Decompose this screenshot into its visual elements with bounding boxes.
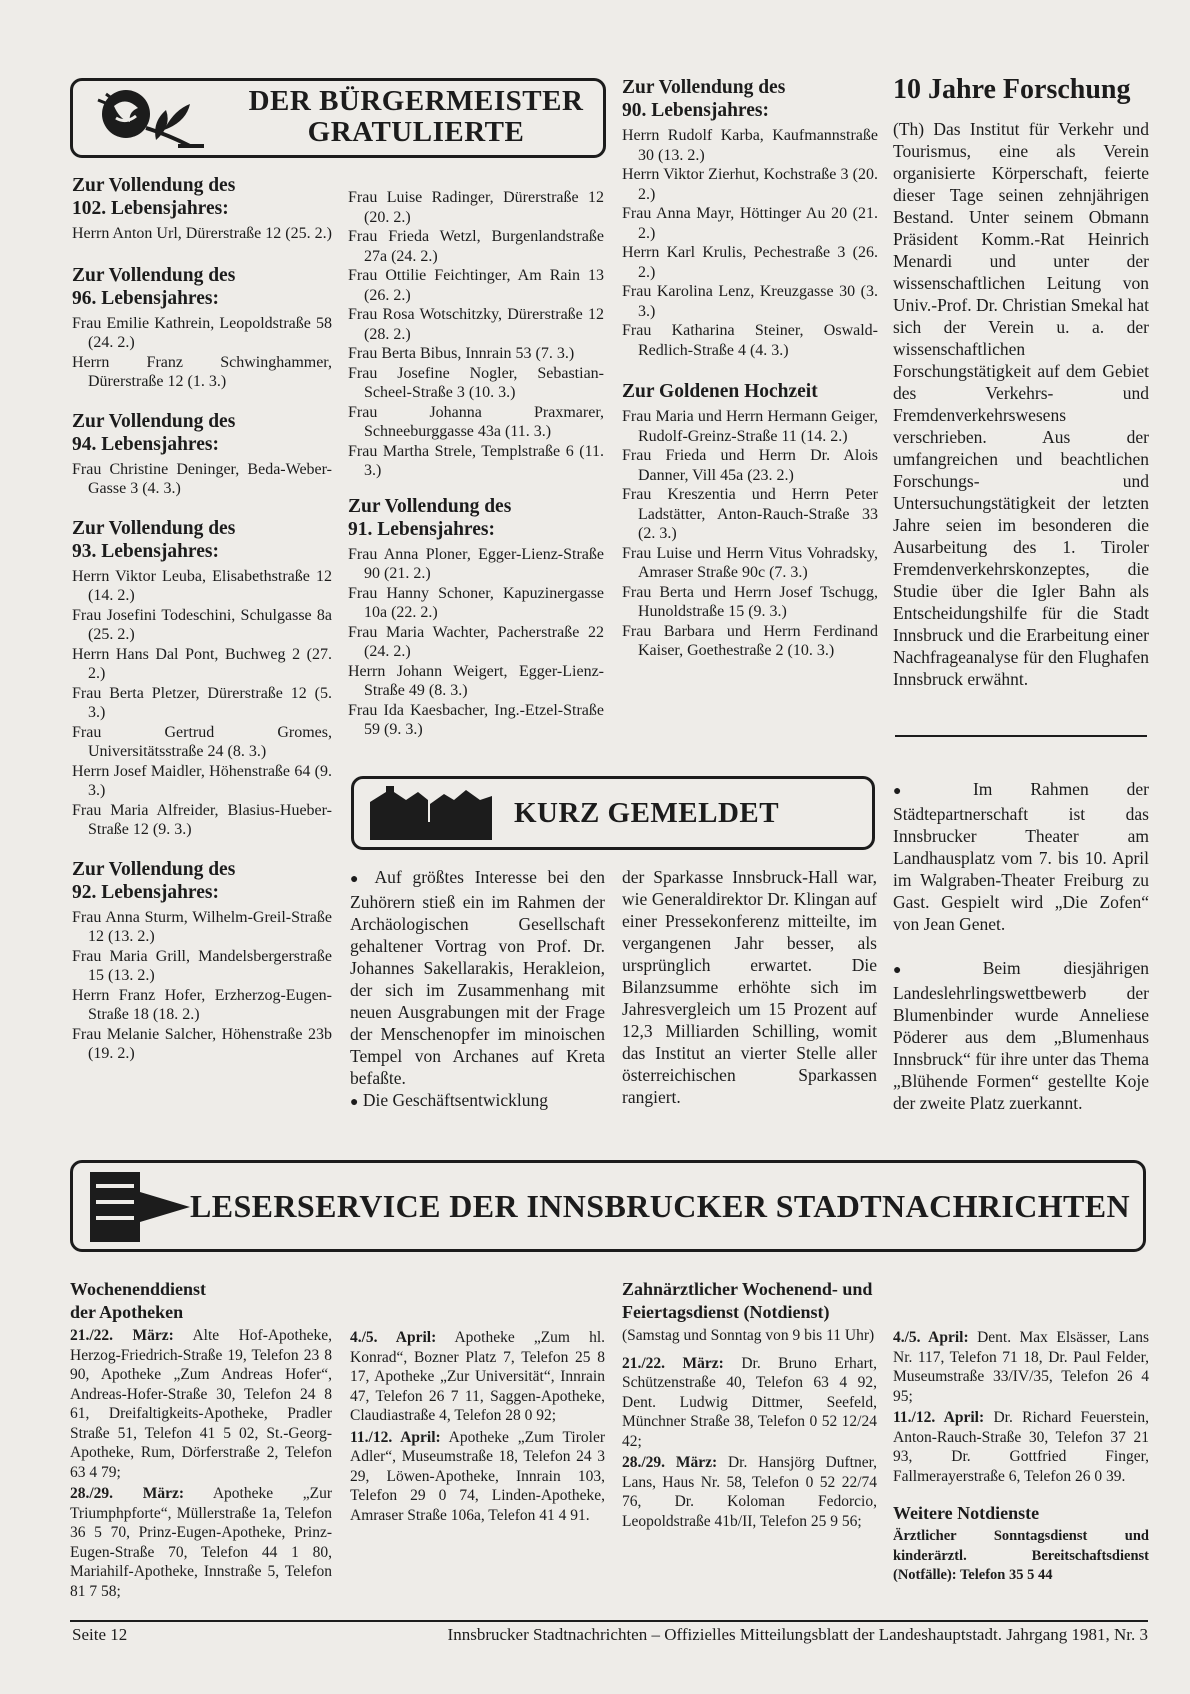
list-item: Herrn Viktor Zierhut, Kochstraße 3 (20. 2.)	[622, 166, 878, 203]
list-item: Herrn Hans Dal Pont, Buchweg 2 (27. 2.)	[72, 645, 332, 682]
list-item: Herrn Karl Krulis, Pechestraße 3 (26. 2.)	[622, 244, 878, 281]
kurz-column-1	[350, 866, 605, 1114]
list-item: Frau Maria und Herrn Hermann Geiger, Rudolf-Greinz-Straße 11 (14. 2.)	[622, 408, 878, 445]
list-item: Frau Anna Ploner, Egger-Lienz-Straße 90 (21. 2.)	[348, 545, 604, 582]
birthday-column-3	[622, 76, 878, 661]
kurz-column-3	[893, 778, 1149, 1114]
section-heading-golden-wedding: Zur Goldenen Hochzeit	[622, 381, 818, 402]
list-item: Frau Berta Bibus, Innrain 53 (7. 3.)	[348, 345, 575, 362]
kurz-item-sparkasse: der Sparkasse Innsbruck-Hall war, wie Generaldirektor Dr. Klingan auf einer Pressekonferenz mitteilte, im vergangenen Jahr besser, als ursprünglich erwartet. Die Bilanzsumme erhöhte sich im Jahresvergleich um 15 Prozent auf 12,3 Milliarden Schilling, womit das Institut an vierter Stelle aller österreichischen Sparkassen rangiert.	[622, 867, 877, 1107]
bullet-icon: ●	[893, 784, 936, 799]
list-item: Frau Berta Pletzer, Dürerstraße 12 (5. 3.)	[72, 684, 332, 721]
weitere-heading: Weitere Notdienste	[893, 1503, 1040, 1523]
page-number: Seite 12	[72, 1625, 128, 1644]
forschung-title: 10 Jahre Forschung	[893, 74, 1131, 105]
zahn-entry: 4./5. April: Dent. Max Elsässer, Lans Nr. 117, Telefon 71 18, Dr. Paul Felder, Museumstraße 33/IV/35, Telefon 26 4 95;	[893, 1329, 1150, 1405]
list-item: Frau Luise Radinger, Dürerstraße 12 (20. 2.)	[348, 189, 604, 226]
list-item: Frau Josefine Nogler, Sebastian-Scheel-Straße 3 (10. 3.)	[348, 364, 604, 401]
forschung-body: (Th) Das Institut für Verkehr und Tourismus, eine als Verein organisierte Körperschaft, feierte dieser Tage seinen zehnjährigen Bestand. Unter seinem Obmann Präsident Komm.-Rat Heinrich Menardi und unter der wissenschaftlichen Leitung von Univ.-Prof. Dr. Christian Smekal hat sich der Verein u. a. der wissenschaftlichen Forschungstätigkeit auf dem Gebiet des Verkehrs- und Fremdenverkehrswesens verschrieben. Aus der umfangreichen und beachtlichen Forschungs- und Untersuchungstätigkeit der letzten Jahre seien im besonderen die Ausarbeitung des 1. Tiroler Fremdenverkehrskonzeptes, die Studie über die Igler Bahn als Entscheidungshilfe für die Stadt Innsbruck und die Erarbeitung einer Nachfrageanalyse für den Flughafen Innsbruck erwähnt.	[893, 119, 1149, 689]
list-item: Frau Johanna Praxmarer, Schneeburggasse 43a (11. 3.)	[348, 403, 604, 440]
zahn-heading: Zahnärztlicher Wochenend- und Feiertagsdienst (Notdienst)	[622, 1279, 873, 1322]
masthead: Innsbrucker Stadtnachrichten – Offizielles Mitteilungsblatt der Landeshauptstadt. Jahrgang 1981, Nr. 3	[447, 1625, 1148, 1644]
bullet-icon: ●	[350, 872, 365, 887]
list-item: Frau Josefini Todeschini, Schulgasse 8a (25. 2.)	[72, 606, 332, 643]
list-item: Frau Christine Deninger, Beda-Weber-Gasse 3 (4. 3.)	[72, 460, 332, 497]
list-item: Frau Ida Kaesbacher, Ing.-Etzel-Straße 59 (9. 3.)	[348, 701, 604, 738]
kurz-item-theater: ● Im Rahmen der Städtepartnerschaft ist das Innsbrucker Theater am Landhausplatz vom 7. bis 10. April im Walgraben-Theater Freiburg zu Gast. Gespielt wird „Die Zofen“ von Jean Genet.	[893, 779, 1149, 934]
list-item: Frau Maria Alfreider, Blasius-Hueber-Straße 12 (9. 3.)	[72, 801, 332, 838]
birthday-column-1	[72, 174, 332, 1064]
footer-rule	[70, 1620, 1148, 1622]
list-item: Frau Frieda und Herrn Dr. Alois Danner, Vill 45a (23. 2.)	[622, 447, 878, 484]
list-item: Frau Rosa Wotschitzky, Dürerstraße 12 (28. 2.)	[348, 306, 604, 343]
apotheken-entry: 4./5. April: Apotheke „Zum hl. Konrad“, Bozner Platz 7, Telefon 25 8 17, Apotheke „Zur Universität“, Innrain 47, Telefon 26 7 11, Saggen-Apotheke, Claudiastraße 4, Telefon 28 0 92;	[350, 1329, 606, 1424]
houses-icon	[366, 782, 496, 842]
section-heading-96: Zur Vollendung des 96. Lebensjahres:	[72, 264, 236, 309]
list-item: Herrn Viktor Leuba, Elisabethstraße 12 (14. 2.)	[72, 567, 332, 604]
list-item: Frau Frieda Wetzl, Burgenlandstraße 27a (24. 2.)	[348, 228, 604, 265]
zahn-subtitle: (Samstag und Sonntag von 9 bis 11 Uhr)	[622, 1327, 875, 1344]
list-item: Frau Emilie Kathrein, Leopoldstraße 58 (24. 2.)	[72, 314, 332, 351]
list-item: Frau Ottilie Feichtinger, Am Rain 13 (26. 2.)	[348, 267, 604, 304]
apotheken-column-1	[70, 1278, 332, 1603]
zahn-column-1	[622, 1278, 877, 1533]
section-heading-92: Zur Vollendung des 92. Lebensjahres:	[72, 858, 236, 903]
zahn-entry: 28./29. März: Dr. Hansjörg Duftner, Lans, Haus Nr. 58, Telefon 0 52 22/74 76, Dr. Koloman Fedorcio, Leopoldstraße 41b/II, Telefon 25 9 56;	[622, 1454, 877, 1530]
kurz-title: KURZ GEMELDET	[514, 797, 780, 829]
list-item: Herrn Franz Schwinghammer, Dürerstraße 12 (1. 3.)	[72, 353, 332, 390]
list-item: Frau Maria Grill, Mandelsbergerstraße 15 (13. 2.)	[72, 947, 332, 984]
list-item: Frau Maria Wachter, Pacherstraße 22 (24. 2.)	[348, 623, 604, 660]
apotheken-entry: 11./12. April: Apotheke „Zum Tiroler Adler“, Museumstraße 18, Telefon 24 3 29, Löwen-Apotheke, Innrain 103, Telefon 29 0 74, Linden-Apotheke, Amraser Straße 106a, Telefon 41 4 91.	[350, 1428, 605, 1524]
list-item: Herrn Anton Url, Dürerstraße 12 (25. 2.)	[72, 225, 332, 242]
list-item: Frau Hanny Schoner, Kapuzinergasse 10a (22. 2.)	[348, 584, 604, 621]
list-item: Herrn Josef Maidler, Höhenstraße 64 (9. 3.)	[72, 762, 332, 799]
birthday-column-2	[348, 188, 604, 740]
section-heading-102: Zur Vollendung des 102. Lebensjahres:	[72, 175, 236, 219]
kurz-item-archaeology: ● Auf größtes Interesse bei den Zuhörern stieß ein im Rahmen der Archäologischen Gesellschaft gehaltener Vortrag von Prof. Dr. Johannes Sakellarakis, Herakleion, der sich im Zusammenhang mit neuen Ausgrabungen mit der Frage der Menschenopfer im minoischen Tempel von Archanes auf Kreta befaßte.	[350, 867, 605, 1088]
section-heading-93: Zur Vollendung des 93. Lebensjahres:	[72, 517, 236, 562]
section-heading-94: Zur Vollendung des 94. Lebensjahres:	[72, 410, 236, 455]
divider	[895, 735, 1147, 737]
list-item: Frau Anna Sturm, Wilhelm-Greil-Straße 12 (13. 2.)	[72, 908, 332, 945]
list-item: Frau Luise und Herrn Vitus Vohradsky, Amraser Straße 90c (7. 3.)	[622, 544, 878, 581]
list-item: Frau Martha Strele, Templstraße 6 (11. 3.)	[348, 442, 604, 479]
bullet-icon: ●	[350, 1095, 359, 1110]
apotheken-heading: Wochenenddienst der Apotheken	[70, 1279, 207, 1322]
list-item: Frau Melanie Salcher, Höhenstraße 23b (19. 2.)	[72, 1025, 332, 1062]
weitere-text: Ärztlicher Sonntagsdienst und kinderärztl. Bereitschaftsdienst (Notfälle): Telefon 35 5 44	[893, 1528, 1149, 1583]
zahn-column-2	[893, 1328, 1149, 1588]
section-heading-90: Zur Vollendung des 90. Lebensjahres:	[622, 77, 786, 121]
leserservice-title: LESERSERVICE DER INNSBRUCKER STADTNACHRICHTEN	[190, 1188, 1131, 1224]
kurz-column-2	[622, 866, 877, 1108]
list-item: Herrn Johann Weigert, Egger-Lienz-Straße 49 (8. 3.)	[348, 662, 604, 699]
apotheken-entry: 21./22. März: Alte Hof-Apotheke, Herzog-Friedrich-Straße 19, Telefon 23 8 90, Apotheke „Zum Andreas Hofer“, Andreas-Hofer-Straße 30, Telefon 24 8 61, Dreifaltigkeits-Apotheke, Pradler Straße 51, Telefon 41 5 02, St.-Georg-Apotheke, Rum, Dörferstraße 2, Telefon 63 4 79;	[70, 1327, 332, 1481]
zahn-entry: 21./22. März: Dr. Bruno Erhart, Schützenstraße 40, Telefon 63 4 92, Dent. Ludwig Dittmer, Seefeld, Münchner Straße 38, Telefon 0 52 12/24 42;	[622, 1354, 878, 1450]
list-item: Frau Gertrud Gromes, Universitätsstraße 24 (8. 3.)	[72, 723, 332, 760]
list-item: Frau Karolina Lenz, Kreuzgasse 30 (3. 3.)	[622, 283, 878, 320]
birthday-title-line-2: GRATULIERTE	[307, 116, 525, 148]
list-item: Frau Berta und Herrn Josef Tschugg, Hunoldstraße 15 (9. 3.)	[622, 583, 878, 620]
pointer-hand-icon	[86, 1168, 196, 1246]
apotheken-column-2	[350, 1328, 605, 1527]
bullet-icon: ●	[893, 963, 940, 978]
list-item: Frau Barbara und Herrn Ferdinand Kaiser, Goethestraße 2 (10. 3.)	[622, 622, 878, 659]
birthday-title-line-1: DER BÜRGERMEISTER	[248, 85, 584, 117]
kurz-item-sparkasse-start: ● Die Geschäftsentwicklung	[350, 1090, 548, 1110]
list-item: Herrn Rudolf Karba, Kaufmannstraße 30 (13. 2.)	[622, 127, 878, 164]
list-item: Frau Katharina Steiner, Oswald-Redlich-Straße 4 (4. 3.)	[622, 322, 878, 359]
list-item: Frau Anna Mayr, Höttinger Au 20 (21. 2.)	[622, 205, 878, 242]
birthday-title	[236, 86, 596, 148]
kurz-item-blumenbinder: ● Beim diesjährigen Landeslehrlingswettbewerb der Blumenbinder wurde Anneliese Pöderer aus dem „Blumenhaus Innsbruck“ für ihre unter das Thema „Blühende Formen“ gestellte Koje der zweite Platz zuerkannt.	[893, 958, 1149, 1113]
list-item: Frau Kreszentia und Herrn Peter Ladstätter, Anton-Rauch-Straße 33 (2. 3.)	[622, 486, 878, 542]
zahn-entry: 11./12. April: Dr. Richard Feuerstein, Anton-Rauch-Straße 30, Telefon 37 21 93, Dr. Gottfried Finger, Fallmerayerstraße 6, Telefon 26 0 39.	[893, 1409, 1149, 1485]
section-heading-91: Zur Vollendung des 91. Lebensjahres:	[348, 495, 512, 540]
apotheken-entry: 28./29. März: Apotheke „Zur Triumphpforte“, Müllerstraße 1a, Telefon 36 5 70, Prinz-Eugen-Apotheke, Prinz-Eugen-Straße 70, Telefon 44 1 80, Mariahilf-Apotheke, Innstraße 5, Telefon 81 7 58;	[70, 1485, 332, 1600]
list-item: Herrn Franz Hofer, Erzherzog-Eugen-Straße 18 (18. 2.)	[72, 986, 332, 1023]
rose-icon	[86, 84, 208, 150]
forschung-article	[893, 72, 1149, 690]
